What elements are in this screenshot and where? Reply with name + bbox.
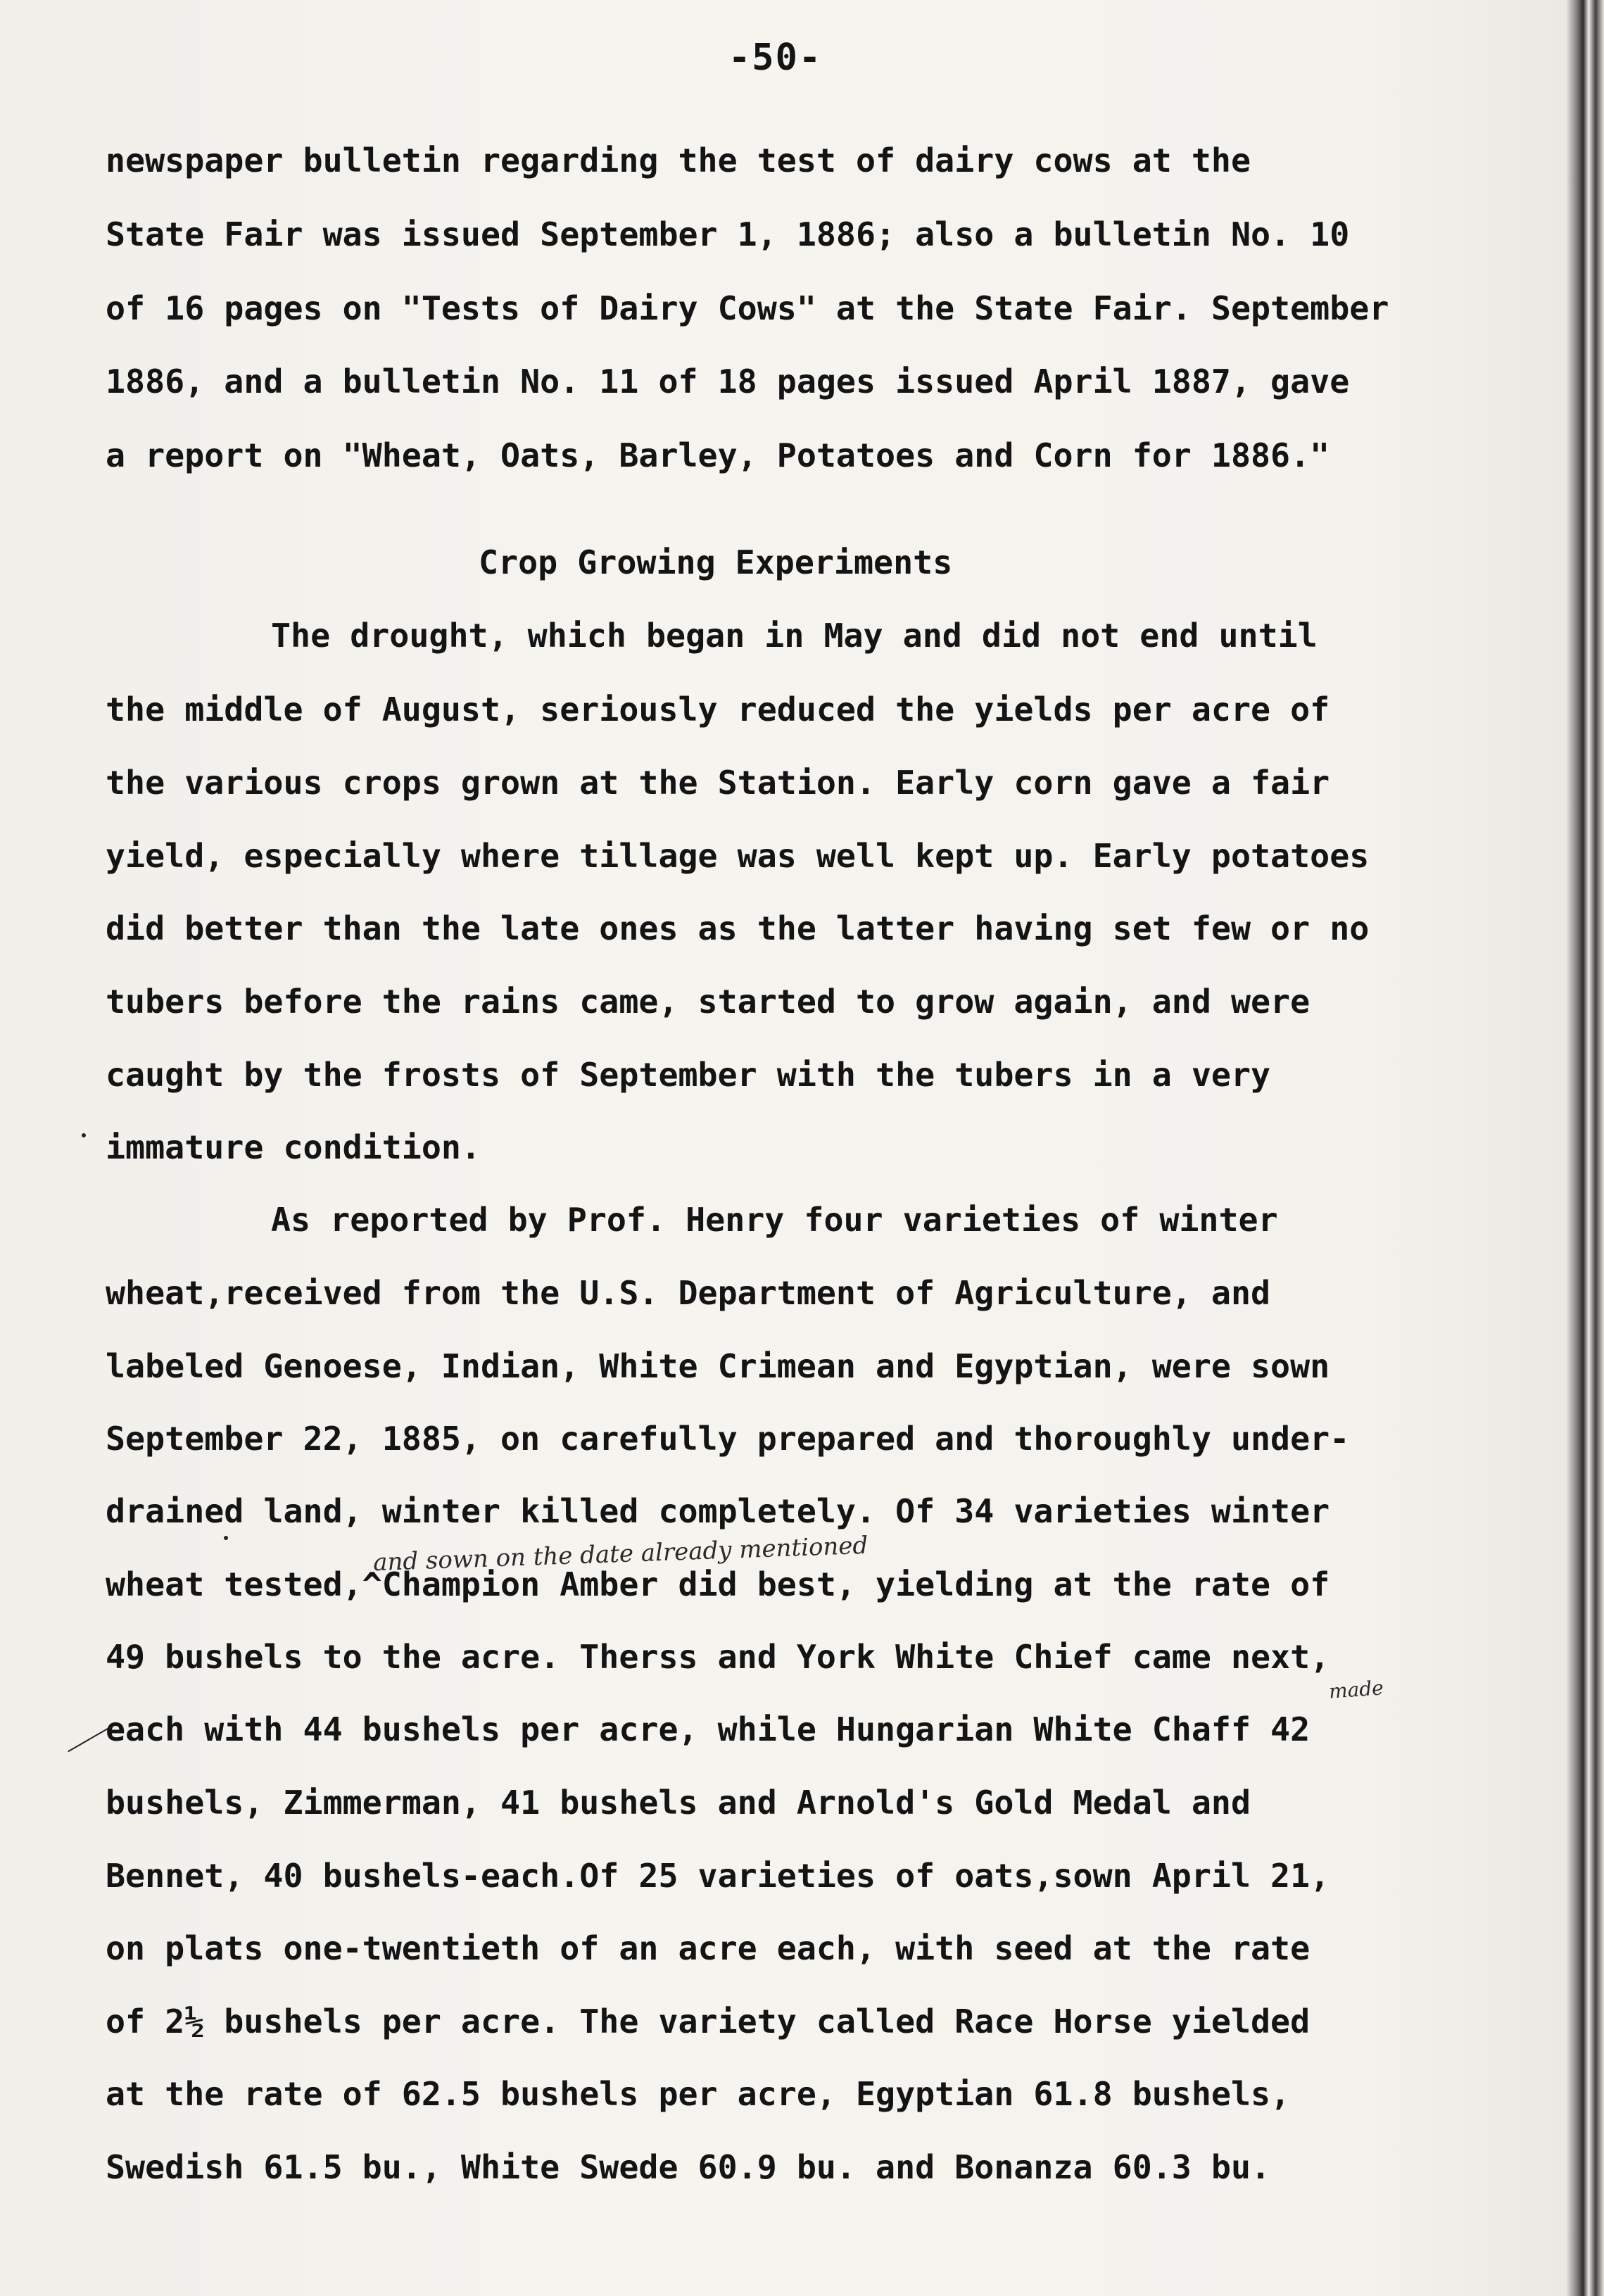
text-line: Swedish 61.5 bu., White Swede 60.9 bu. and Bonanza 60.3 bu. [106,2148,1271,2186]
text-line: labeled Genoese, Indian, White Crimean and Egyptian, were sown [106,1347,1330,1385]
text-line: State Fair was issued September 1, 1886; also a bulletin No. 10 [106,215,1350,253]
text-line: Bennet, 40 bushels-each.Of 25 varieties of oats,sown April 21, [106,1857,1330,1895]
text-line: September 22, 1885, on carefully prepared and thoroughly under- [106,1420,1350,1458]
pencil-dot [224,1536,228,1540]
text-line: caught by the frosts of September with the tubers in a very [106,1056,1271,1094]
text-line: 1886, and a bulletin No. 11 of 18 pages issued April 1887, gave [106,362,1350,400]
text-line: on plats one-twentieth of an acre each, with seed at the rate [106,1929,1311,1967]
text-line: drained land, winter killed completely. Of 34 varieties winter [106,1492,1330,1530]
text-line: at the rate of 62.5 bushels per acre, Egyptian 61.8 bushels, [106,2075,1291,2113]
text-line: of 2½ bushels per acre. The variety called Race Horse yielded [106,2002,1311,2040]
text-line: newspaper bulletin regarding the test of dairy cows at the [106,141,1251,179]
pencil-mark [68,1727,111,1753]
scan-binding-edge [1566,0,1604,2296]
text-line: As reported by Prof. Henry four varieties of winter [271,1201,1278,1239]
handwritten-insertion-made: made [1327,1676,1384,1703]
text-line: The drought, which began in May and did not end until [271,617,1318,655]
text-line: tubers before the rains came, started to grow again, and were [106,983,1311,1021]
section-heading: Crop Growing Experiments [479,543,953,581]
text-line: immature condition. [106,1128,481,1166]
handwritten-insertion: and sown on the date already mentioned [372,1531,869,1577]
text-line: each with 44 bushels per acre, while Hungarian White Chaff 42 [106,1710,1311,1748]
text-line: did better than the late ones as the latter having set few or no [106,909,1370,947]
page-number: -50- [728,37,823,79]
text-line: wheat,received from the U.S. Department of Agriculture, and [106,1274,1271,1312]
text-line: 49 bushels to the acre. Therss and York White Chief came next, [106,1638,1330,1676]
text-line: wheat tested,^Champion Amber did best, yielding at the rate of [106,1565,1330,1603]
text-line: bushels, Zimmerman, 41 bushels and Arnold's Gold Medal and [106,1784,1251,1822]
text-line: the middle of August, seriously reduced the yields per acre of [106,690,1330,728]
text-line: a report on "Wheat, Oats, Barley, Potatoes and Corn for 1886." [106,436,1330,474]
pencil-dot [82,1133,86,1137]
text-line: the various crops grown at the Station. Early corn gave a fair [106,764,1330,802]
text-line: of 16 pages on "Tests of Dairy Cows" at the State Fair. September [106,289,1389,327]
text-line: yield, especially where tillage was well kept up. Early potatoes [106,837,1370,875]
